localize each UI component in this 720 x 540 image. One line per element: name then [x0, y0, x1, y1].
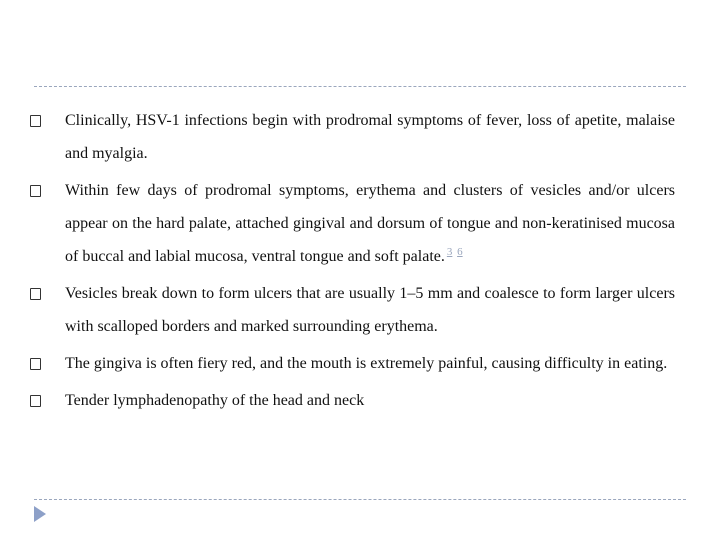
citation-link-3[interactable]: 3: [446, 245, 453, 258]
bullet-item: [30, 104, 675, 170]
bullet-text: Vesicles break down to form ulcers that are usually 1–5 mm and coalesce to form larger ulcers with scalloped borders and marked surrounding erythema.: [65, 285, 675, 335]
square-bullet-icon: [30, 185, 41, 197]
bullet-text: Tender lymphadenopathy of the head and neck: [65, 392, 365, 409]
bullet-list: [30, 104, 675, 417]
bullet-text: Clinically, HSV-1 infections begin with prodromal symptoms of fever, loss of apetite, malaise and myalgia.: [65, 112, 675, 162]
square-bullet-icon: [30, 358, 41, 370]
bullet-item: [30, 384, 675, 417]
bullet-item: [30, 347, 675, 380]
bullet-text-with-citation: [65, 174, 675, 273]
play-triangle-icon[interactable]: [33, 505, 47, 523]
square-bullet-icon: [30, 395, 41, 407]
bullet-item: [30, 174, 675, 273]
bottom-divider: [34, 499, 686, 500]
bullet-text: The gingiva is often fiery red, and the mouth is extremely painful, causing difficulty in eating.: [65, 355, 668, 372]
citation-group: [445, 246, 463, 258]
top-divider: [34, 86, 686, 87]
square-bullet-icon: [30, 288, 41, 300]
square-bullet-icon: [30, 115, 41, 127]
citation-link-6[interactable]: 6: [457, 245, 463, 258]
bullet-item: [30, 277, 675, 343]
bullet-text: Within few days of prodromal symptoms, erythema and clusters of vesicles and/or ulcers appear on the hard palate, attached gingival and dorsum of tongue and non-keratinised mucosa of buccal and labial mucosa, ventral tongue and soft palate.: [65, 182, 675, 265]
